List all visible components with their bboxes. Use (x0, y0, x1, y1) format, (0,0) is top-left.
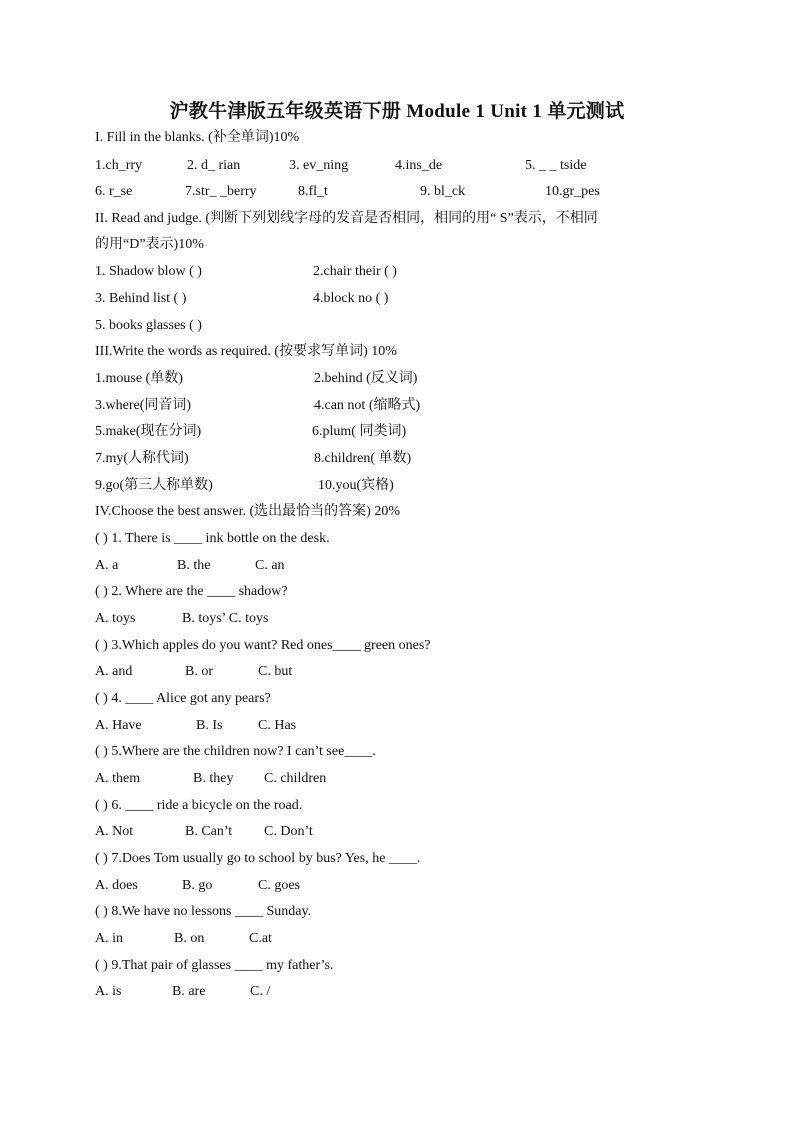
word-item: 5.make(现在分词) (95, 424, 202, 439)
option-b: B. are (172, 984, 206, 999)
option-c: C. children (264, 771, 327, 786)
question-text: ( ) 8.We have no lessons ____ Sunday. (95, 904, 312, 919)
option-a: A. them (95, 771, 141, 786)
option-b: B. the (177, 558, 211, 573)
option-a: A. in (95, 931, 123, 946)
option-c: C.at (249, 931, 272, 946)
word-item: 9.go(第三人称单数) (95, 478, 213, 493)
word-item: 4.can not (缩略式) (314, 398, 421, 413)
option-a: A. and (95, 664, 133, 679)
option-b: B. or (185, 664, 213, 679)
page-title: 沪教牛津版五年级英语下册 Module 1 Unit 1 单元测试 (169, 101, 625, 122)
option-a: A. is (95, 984, 122, 999)
judge-item: 1. Shadow blow ( ) (95, 264, 202, 279)
section-4-header: IV.Choose the best answer. (选出最恰当的答案) 20% (95, 504, 400, 519)
option-c: C. goes (258, 878, 300, 893)
word-item: 10.you(宾格) (318, 478, 394, 493)
section-2-header: II. Read and judge. (判断下列划线字母的发音是否相同，相同的用“ S”表示，不相同 (95, 211, 598, 226)
option-b: B. toys’ C. toys (182, 611, 269, 626)
option-a: A. Have (95, 718, 142, 733)
word-item: 7.my(人称代词) (95, 451, 189, 466)
option-a: A. Not (95, 824, 134, 839)
blank-item: 6. r_se (95, 184, 133, 199)
blank-item: 9. bl_ck (420, 184, 466, 199)
option-a: A. a (95, 558, 119, 573)
question-text: ( ) 4. ____ Alice got any pears? (95, 691, 271, 706)
section-2-header-cont: 的用“D”表示)10% (95, 237, 204, 252)
blank-item: 4.ins_de (395, 158, 443, 173)
option-c: C. Has (258, 718, 297, 733)
question-text: ( ) 3.Which apples do you want? Red ones____ green ones? (95, 638, 431, 653)
option-b: B. go (182, 878, 213, 893)
judge-item: 2.chair their ( ) (313, 264, 397, 279)
section-1-header: I. Fill in the blanks. (补全单词)10% (95, 130, 300, 145)
option-c: C. but (258, 664, 293, 679)
blank-item: 7.str_ _berry (185, 184, 257, 199)
blank-item: 5. _ _ tside (525, 158, 587, 173)
judge-item: 5. books glasses ( ) (95, 318, 202, 333)
question-text: ( ) 1. There is ____ ink bottle on the desk. (95, 531, 330, 546)
option-c: C. / (250, 984, 271, 999)
word-item: 6.plum( 同类词) (312, 424, 407, 439)
question-text: ( ) 2. Where are the ____ shadow? (95, 584, 288, 599)
blank-item: 10.gr_pes (545, 184, 600, 199)
blank-item: 8.fl_t (298, 184, 328, 199)
judge-item: 3. Behind list ( ) (95, 291, 187, 306)
option-a: A. does (95, 878, 138, 893)
word-item: 3.where(同音词) (95, 398, 192, 413)
option-c: C. Don’t (264, 824, 313, 839)
question-text: ( ) 7.Does Tom usually go to school by bus? Yes, he ____. (95, 851, 421, 866)
option-b: B. they (193, 771, 234, 786)
question-text: ( ) 5.Where are the children now? I can’t see____. (95, 744, 376, 759)
word-item: 1.mouse (单数) (95, 371, 183, 386)
blank-item: 1.ch_rry (95, 158, 143, 173)
judge-item: 4.block no ( ) (313, 291, 389, 306)
word-item: 8.children( 单数) (314, 451, 412, 466)
question-text: ( ) 9.That pair of glasses ____ my father’s. (95, 958, 334, 973)
word-item: 2.behind (反义词) (314, 371, 418, 386)
blank-item: 3. ev_ning (289, 158, 349, 173)
blank-item: 2. d_ rian (187, 158, 241, 173)
option-b: B. Can’t (185, 824, 233, 839)
option-b: B. Is (196, 718, 223, 733)
question-text: ( ) 6. ____ ride a bicycle on the road. (95, 798, 303, 813)
option-c: C. an (255, 558, 285, 573)
option-b: B. on (174, 931, 205, 946)
option-a: A. toys (95, 611, 136, 626)
section-3-header: III.Write the words as required. (按要求写单词) 10% (95, 344, 397, 359)
